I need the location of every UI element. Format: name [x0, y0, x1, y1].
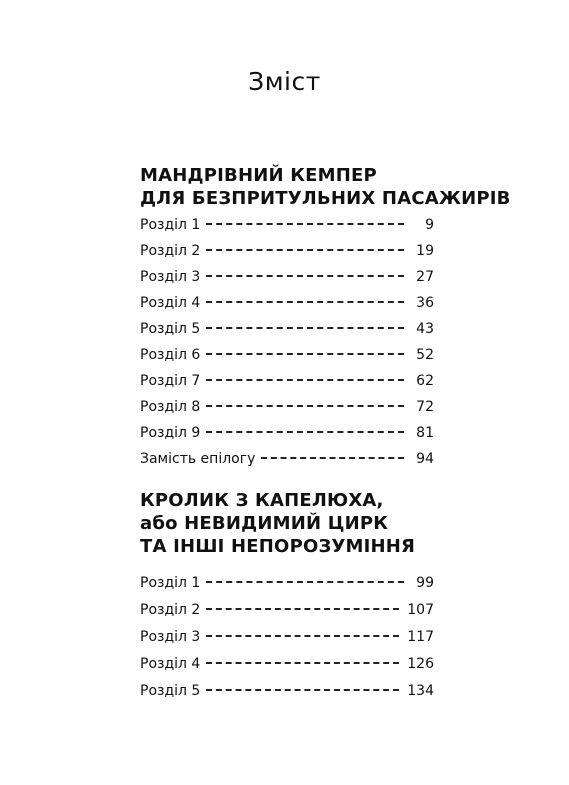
toc-entry-label: Розділ 5: [140, 321, 201, 337]
toc-entry-page: 72: [416, 399, 434, 415]
toc-entry-label: Розділ 7: [140, 373, 201, 389]
dot-leader: [206, 635, 399, 637]
dot-leader: [206, 431, 404, 433]
dot-leader: [206, 405, 404, 407]
toc-entry-page: 99: [416, 575, 434, 591]
toc-entry-label: Розділ 1: [140, 217, 201, 233]
toc-entry-page: 107: [407, 602, 434, 618]
toc-entry[interactable]: [140, 372, 434, 398]
toc-entry[interactable]: [140, 346, 434, 372]
section-heading-2: [140, 489, 460, 558]
toc-entry-label: Розділ 4: [140, 656, 201, 672]
toc-entry-page: 81: [416, 425, 434, 441]
toc-entry[interactable]: [140, 628, 434, 655]
dot-leader: [206, 581, 404, 583]
dot-leader: [206, 249, 404, 251]
toc-entry[interactable]: [140, 242, 434, 268]
dot-leader: [206, 689, 399, 691]
dot-leader: [261, 457, 404, 459]
dot-leader: [206, 223, 404, 225]
dot-leader: [206, 608, 399, 610]
toc-entry-label: Розділ 9: [140, 425, 201, 441]
dot-leader: [206, 327, 404, 329]
toc-entry[interactable]: [140, 424, 434, 450]
toc-list-2: [140, 574, 434, 709]
toc-entry-page: 43: [416, 321, 434, 337]
toc-entry-page: 9: [425, 217, 434, 233]
toc-entry[interactable]: [140, 320, 434, 346]
toc-entry[interactable]: [140, 682, 434, 709]
toc-entry-label: Замість епілогу: [140, 451, 256, 467]
toc-entry[interactable]: [140, 398, 434, 424]
toc-entry-label: Розділ 3: [140, 629, 201, 645]
section-heading-line: КРОЛИК З КАПЕЛЮХА,: [140, 490, 384, 511]
dot-leader: [206, 379, 404, 381]
toc-entry-label: Розділ 2: [140, 602, 201, 618]
toc-entry-page: 94: [416, 451, 434, 467]
dot-leader: [206, 275, 404, 277]
toc-entry-page: 62: [416, 373, 434, 389]
toc-entry-label: Розділ 2: [140, 243, 201, 259]
toc-entry[interactable]: [140, 450, 434, 476]
toc-entry-page: 36: [416, 295, 434, 311]
section-heading-line: ТА ІНШІ НЕПОРОЗУМІННЯ: [140, 536, 416, 557]
toc-entry-label: Розділ 6: [140, 347, 201, 363]
toc-entry-label: Розділ 4: [140, 295, 201, 311]
section-heading-line: ДЛЯ БЕЗПРИТУЛЬНИХ ПАСАЖИРІВ: [140, 188, 511, 209]
toc-entry[interactable]: [140, 294, 434, 320]
page-title: Зміст: [248, 67, 321, 96]
dot-leader: [206, 353, 404, 355]
section-heading-1: [140, 164, 511, 210]
toc-entry-page: 52: [416, 347, 434, 363]
dot-leader: [206, 662, 399, 664]
toc-entry-page: 117: [407, 629, 434, 645]
section-heading-line: МАНДРІВНИЙ КЕМПЕР: [140, 165, 377, 186]
toc-entry-label: Розділ 1: [140, 575, 201, 591]
toc-entry[interactable]: [140, 574, 434, 601]
toc-entry[interactable]: [140, 601, 434, 628]
toc-list-1: [140, 216, 434, 476]
toc-entry[interactable]: [140, 268, 434, 294]
toc-entry-page: 27: [416, 269, 434, 285]
section-heading-line: або НЕВИДИМИЙ ЦИРК: [140, 513, 389, 534]
toc-entry-label: Розділ 3: [140, 269, 201, 285]
dot-leader: [206, 301, 404, 303]
toc-entry-label: Розділ 8: [140, 399, 201, 415]
toc-entry[interactable]: [140, 655, 434, 682]
toc-entry-label: Розділ 5: [140, 683, 201, 699]
toc-entry-page: 126: [407, 656, 434, 672]
toc-entry[interactable]: [140, 216, 434, 242]
toc-entry-page: 134: [407, 683, 434, 699]
toc-entry-page: 19: [416, 243, 434, 259]
